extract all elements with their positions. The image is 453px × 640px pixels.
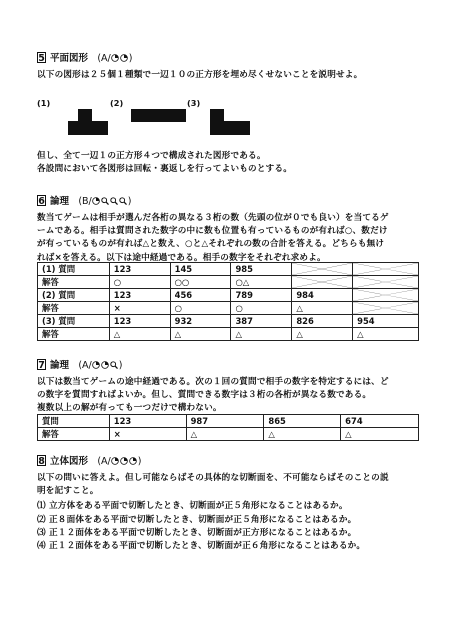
section-number: 7: [38, 360, 45, 371]
table-row: (1) 質問 123 145 985: [38, 263, 419, 276]
guess-table-6: [37, 262, 419, 341]
section-title: 平面図形: [50, 53, 89, 64]
problem-text: 明を記すこと。: [37, 486, 99, 497]
pie-icon: [92, 195, 101, 208]
problem-text: れば×を答える。以下は途中経過である。相手の数字をそれぞれ求めよ。: [37, 252, 326, 263]
crossed-cell: [353, 276, 419, 289]
section-6-heading: [37, 195, 422, 208]
table-row: 解答 ○ ○○ ○△: [38, 276, 419, 289]
pie-icon: [111, 455, 120, 468]
section-5: [37, 52, 422, 82]
section-7: [37, 359, 422, 416]
figure-label-3: (3): [187, 98, 201, 108]
section-title: 論理: [50, 196, 70, 207]
question-item: ⑴ 立方体をある平面で切断したとき、切断面が正５角形になることはあるか。: [37, 501, 348, 512]
pie-icon: [120, 455, 129, 468]
pie-icon: [92, 359, 101, 372]
problem-text: の数字を質問すればよいか。但し、質問できる数字は３桁の各桁が異なる数である。: [37, 390, 372, 401]
question-item: ⑵ 正８面体をある平面で切断したとき、切断面が正５角形になることはあるか。: [37, 514, 357, 525]
pie-icon: [111, 52, 120, 65]
pie-icon: [101, 359, 110, 372]
note-line: 各設問において各図形は回転・裏返しを行ってよいものとする。: [37, 164, 293, 175]
guess-table-7: [37, 414, 419, 441]
table-row: 解答 △ △ △ △ △: [38, 328, 419, 341]
problem-text: 以下の図形は２５個１種類で一辺１０の正方形を埋め尽くせないことを説明せよ。: [37, 70, 363, 80]
magnifier-icon: [119, 195, 128, 208]
note-line: 但し、全て一辺１の正方形４つで構成された図形である。: [37, 151, 266, 161]
question-item: ⑷ 正１２面体をある平面で切断したとき、切断面が正６角形になることはあるか。: [37, 541, 366, 552]
pie-icon: [120, 52, 129, 65]
difficulty-label: (B/ ): [78, 196, 132, 207]
figure-label-2: (2): [110, 98, 124, 108]
crossed-cell: [292, 276, 353, 289]
section-title: 立体図形: [50, 456, 89, 467]
table-row: (2) 質問 123 456 789 984: [38, 289, 419, 302]
magnifier-icon: [101, 195, 110, 208]
section-title: 論理: [50, 360, 70, 371]
pie-icon: [129, 455, 138, 468]
table-row: (3) 質問 123 932 387 826 954: [38, 315, 419, 328]
table-row: 解答 × △ △ △: [38, 428, 419, 441]
crossed-cell: [292, 263, 353, 276]
section-7-heading: [37, 359, 422, 372]
section-6: [37, 195, 422, 265]
section-5-notes: [37, 150, 422, 176]
problem-text: 数当てゲームは相手が選んだ各桁の異なる３桁の数（先頭の位が０でも良い）を当てるゲ: [37, 213, 389, 223]
section-8-heading: [37, 455, 422, 468]
problem-text: が有っているものが有れば△と数え、○と△それぞれの数の合計を答える。どちらも無け: [37, 239, 385, 250]
table-row: 質問 123 987 865 674: [38, 415, 419, 428]
problem-text: 以下は数当てゲームの途中経過である。次の１回の質問で相手の数字を特定するには、ど: [37, 377, 389, 387]
difficulty-label: (A/ ): [78, 360, 123, 371]
question-item: ⑶ 正１２面体をある平面で切断したとき、切断面が正方形になることはあるか。: [37, 527, 357, 538]
table-row: 解答 × ○ ○ △: [38, 302, 419, 315]
section-number: 6: [38, 196, 45, 207]
section-8: [37, 455, 422, 553]
section-5-heading: [37, 52, 422, 65]
crossed-cell: [353, 289, 419, 302]
problem-text: 複数以上の解が有っても一つだけで構わない。: [37, 403, 222, 414]
crossed-cell: [353, 263, 419, 276]
difficulty-label: (A/ ): [97, 53, 133, 64]
crossed-cell: [353, 302, 419, 315]
magnifier-icon: [110, 359, 119, 372]
magnifier-icon: [110, 195, 119, 208]
problem-text: ームである。相手は質問された数字の中に数も位置も有っているものが有れば○、数だけ: [37, 226, 388, 237]
section-number: 8: [38, 456, 45, 467]
problem-text: 以下の問いに答えよ。但し可能ならばその具体的な切断面を、不可能ならばそのことの説: [37, 473, 389, 483]
figure-label-1: (1): [37, 98, 51, 108]
section-number: 5: [38, 53, 45, 64]
difficulty-label: (A/ ): [97, 456, 142, 467]
